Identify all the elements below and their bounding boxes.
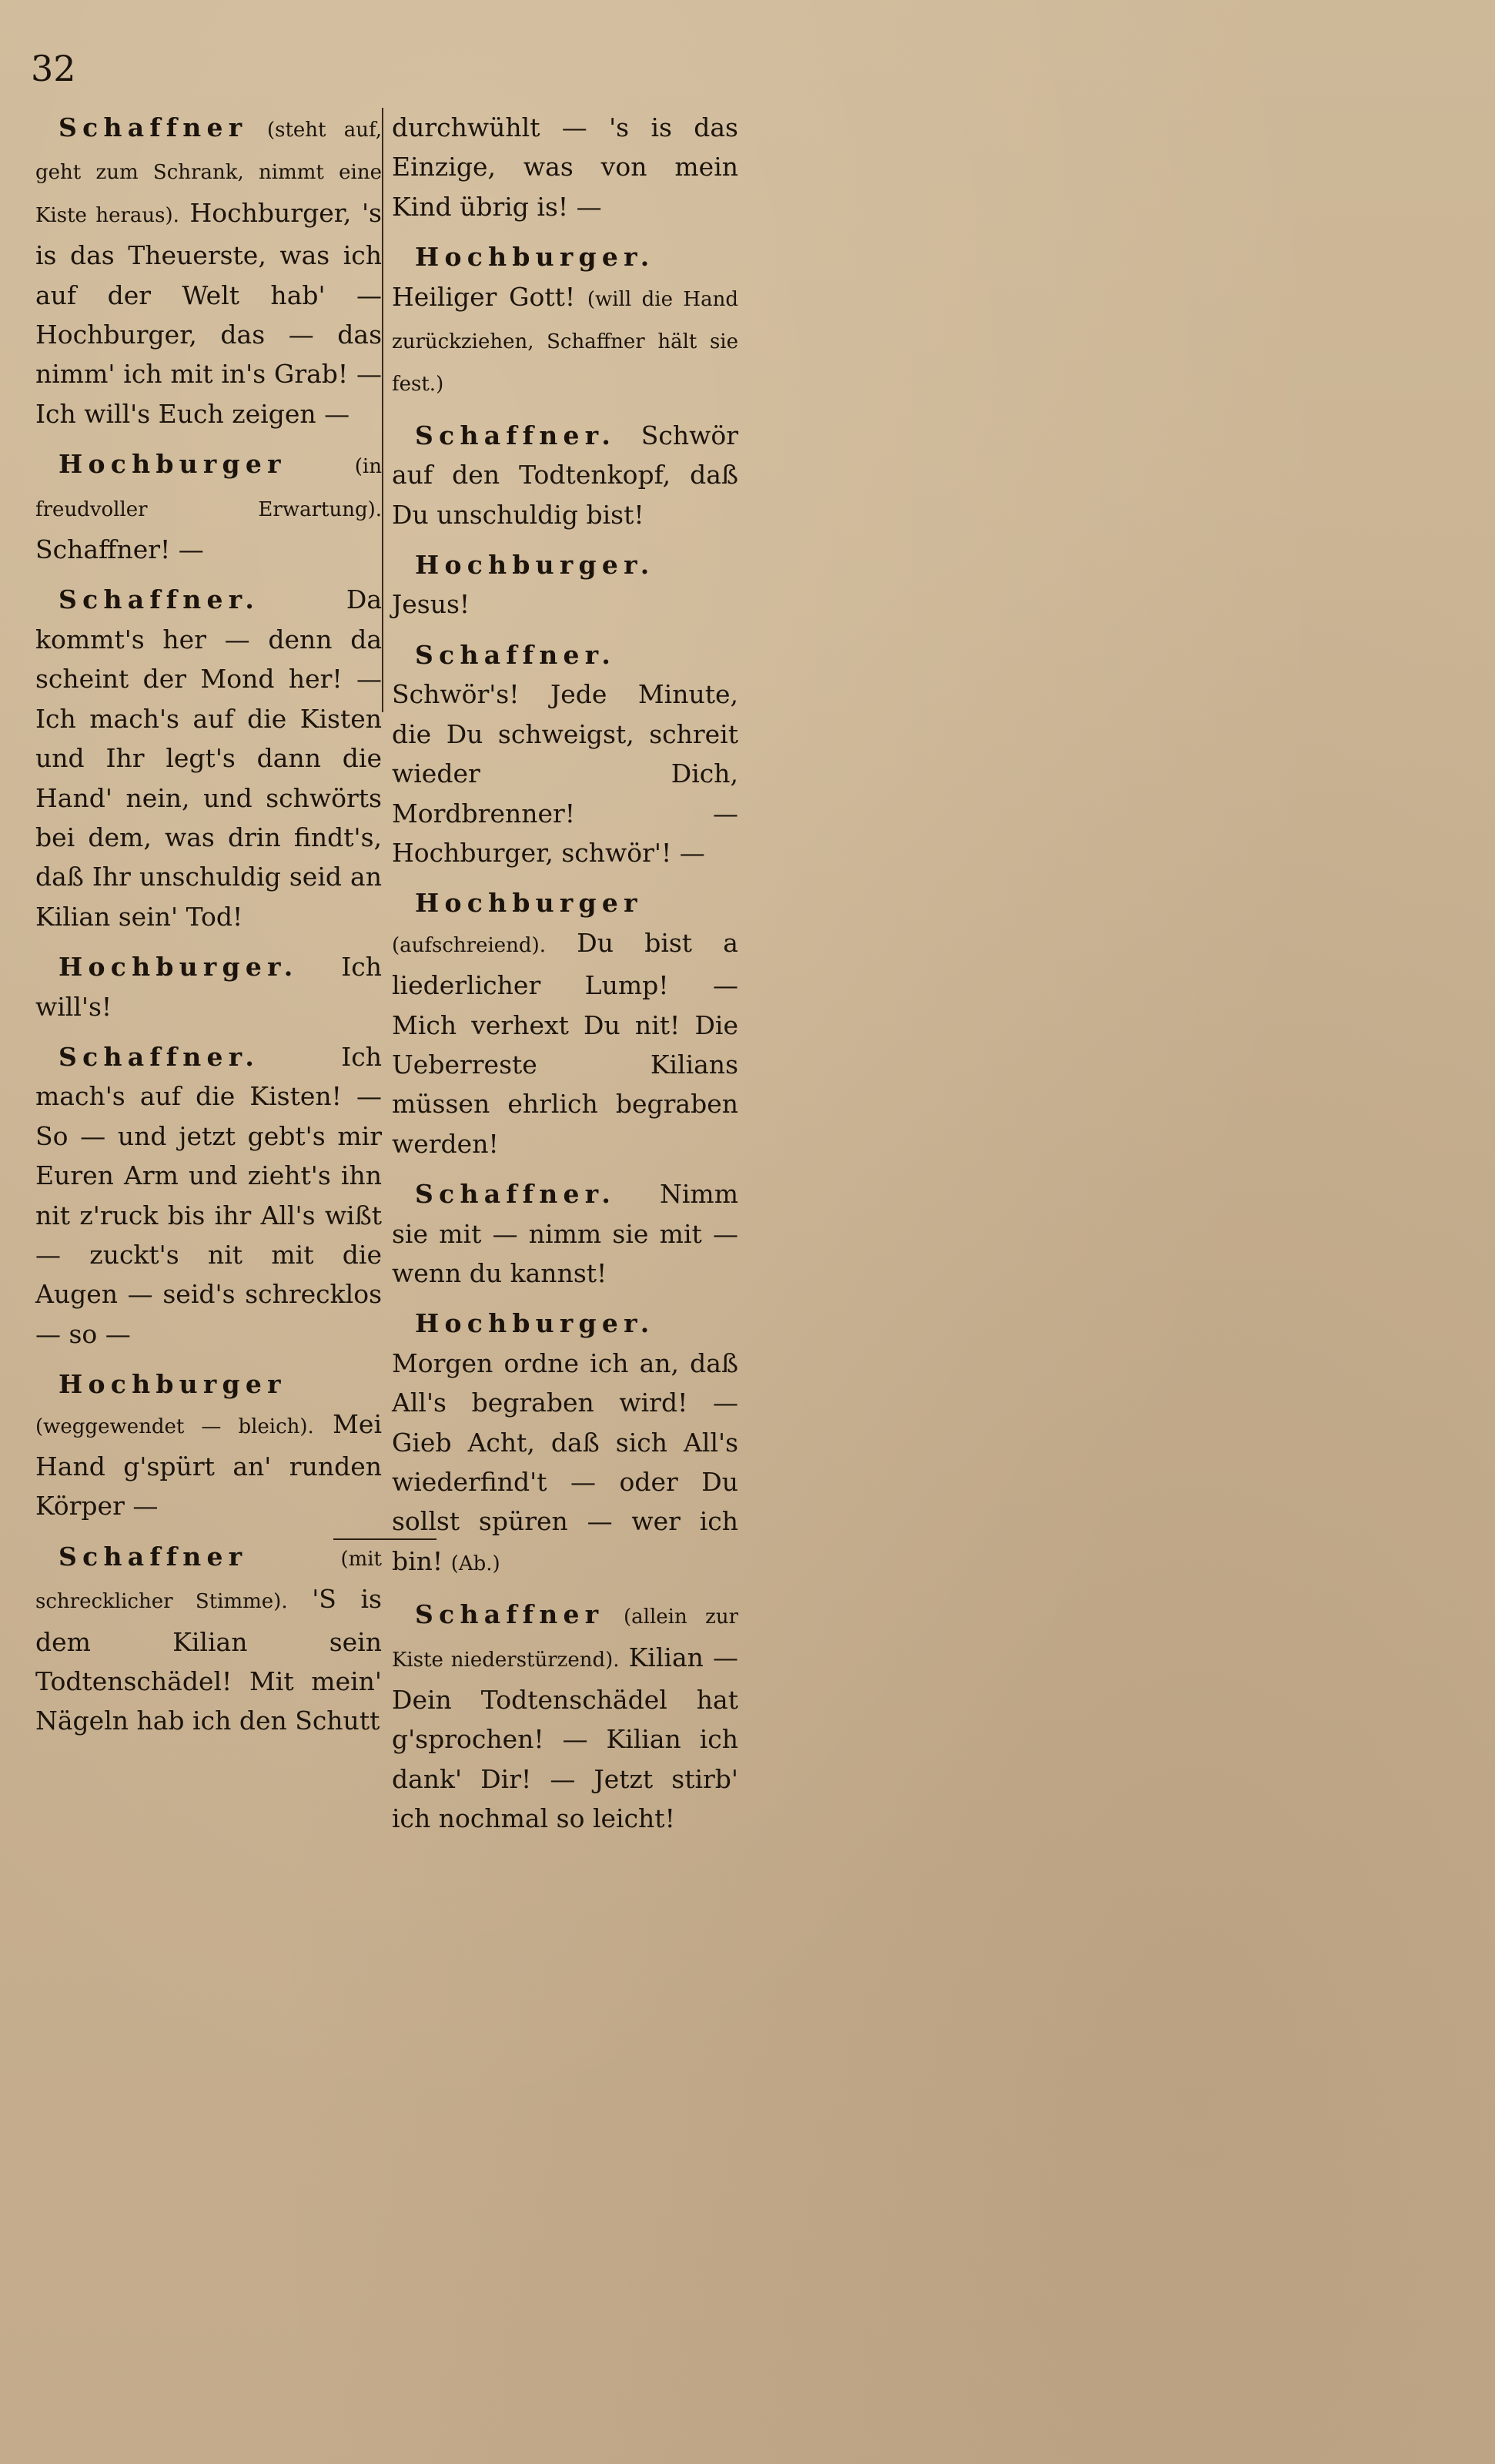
speaker-name: Hochburger.: [59, 952, 299, 983]
stage-direction: (steht auf, geht zum Schrank, nimmt eine Kiste heraus).: [35, 119, 382, 227]
speaker-name: Hochburger: [59, 1369, 286, 1400]
speaker-name: Hochburger.: [415, 242, 655, 273]
dialogue-paragraph: [392, 237, 738, 405]
dialogue-text: Jesus!: [392, 589, 470, 620]
dialogue-text: Mei Hand g'spürt an' runden Körper —: [35, 1408, 382, 1522]
speaker-name: Hochburger.: [415, 550, 655, 581]
dialogue-paragraph: [392, 883, 738, 1163]
dialogue-paragraph: [392, 1174, 738, 1293]
dialogue-text: Heiliger Gott!: [392, 281, 576, 312]
dialogue-paragraph: [35, 1037, 382, 1354]
stage-direction: (Ab.): [450, 1552, 500, 1575]
speaker-name: Schaffner.: [415, 639, 617, 670]
dialogue-paragraph: [35, 1364, 382, 1526]
dialogue-paragraph: [392, 545, 738, 624]
speaker-name: Schaffner: [415, 1599, 604, 1630]
dialogue-text: Morgen ordne ich an, daß All's begraben wird! — Gieb Acht, daß sich All's wiederfind't — oder Du sollst spüren — wer ich bin!: [392, 1348, 738, 1576]
right-column: [392, 108, 738, 1850]
stage-direction: (allein zur Kiste niederstürzend).: [392, 1605, 738, 1672]
speaker-name: Hochburger: [415, 888, 643, 919]
dialogue-paragraph: [392, 635, 738, 872]
dialogue-text: Kilian — Dein Todtenschädel hat g'sprochen! — Kilian ich dank' Dir! — Jetzt stirb' ich nochmal so leicht!: [392, 1642, 738, 1834]
speaker-name: Schaffner.: [59, 584, 260, 615]
speaker-name: Hochburger: [59, 449, 286, 480]
dialogue-paragraph: [392, 1304, 738, 1584]
dialogue-text: Du bist a liederlicher Lump! — Mich verhext Du nit! Die Ueberreste Kilians müssen ehrlich begraben werden!: [392, 927, 738, 1159]
speaker-name: Hochburger.: [415, 1308, 655, 1339]
dialogue-text: 'S is dem Kilian sein Todtenschädel! Mit mein' Nägeln hab ich den Schutt: [35, 1584, 382, 1736]
speaker-name: Schaffner.: [415, 420, 617, 450]
dialogue-text: Nimm sie mit — nimm sie mit — wenn du kannst!: [392, 1179, 738, 1288]
dialogue-text: Schwör auf den Todtenkopf, daß Du unschuldig bist!: [392, 420, 738, 530]
left-column: [35, 108, 382, 1752]
stage-direction: (weggewendet — bleich).: [35, 1414, 314, 1438]
dialogue-text: Ich will's!: [35, 952, 382, 1022]
stage-direction: (in freudvoller Erwartung).: [35, 455, 382, 521]
dialogue-text: durchwühlt — 's is das Einzige, was von mein Kind übrig is! —: [392, 112, 738, 222]
stage-direction: (will die Hand zurückziehen, Schaffner hält sie fest.): [392, 287, 738, 397]
dialogue-text: Schwör's! Jede Minute, die Du schweigst, schreit wieder Dich, Mordbrenner! — Hochburger, schwör'! —: [392, 679, 738, 868]
dialogue-paragraph: [35, 108, 382, 434]
dialogue-text: Ich mach's auf die Kisten! — So — und jetzt gebt's mir Euren Arm und zieht's ihn nit z'ruck bis ihr All's wißt — zuckt's nit mit die Augen — seid's schrecklos — so —: [35, 1041, 382, 1349]
dialogue-paragraph: [392, 1595, 738, 1838]
speaker-name: Schaffner.: [59, 1041, 260, 1072]
page-number: 32: [31, 48, 76, 89]
dialogue-text: Schaffner! —: [35, 534, 204, 565]
dialogue-paragraph: [35, 580, 382, 936]
speaker-name: Schaffner: [59, 112, 248, 142]
dialogue-paragraph: [35, 947, 382, 1026]
dialogue-paragraph: [392, 416, 738, 534]
dialogue-text: Hochburger, 's is das Theuerste, was ich auf der Welt hab' — Hochburger, das — das nimm' ich mit in's Grab! — Ich will's Euch zeigen —: [35, 197, 382, 429]
speaker-name: Schaffner: [59, 1541, 248, 1572]
dialogue-paragraph: [392, 108, 738, 226]
dialogue-paragraph: [35, 444, 382, 569]
dialogue-paragraph: [35, 1537, 382, 1741]
section-end-rule: [333, 1538, 436, 1540]
speaker-name: Schaffner.: [415, 1179, 617, 1210]
stage-direction: (mit schrecklicher Stimme).: [35, 1547, 382, 1614]
stage-direction: (aufschreiend).: [392, 933, 546, 957]
dialogue-text: Da kommt's her — denn da scheint der Mond her! — Ich mach's auf die Kisten und Ihr legt's dann die Hand' nein, und schwörts bei dem, was drin findt's, daß Ihr unschuldig seid an Kilian sein' Tod!: [35, 584, 382, 932]
column-divider: [382, 108, 383, 712]
